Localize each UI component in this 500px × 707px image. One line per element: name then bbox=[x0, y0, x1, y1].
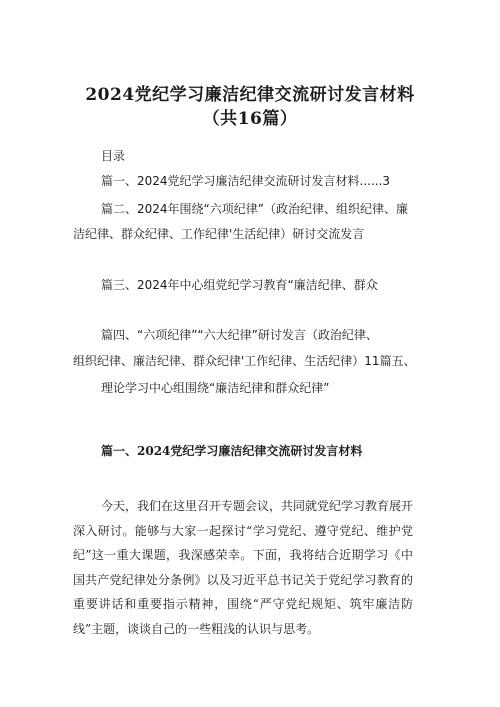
toc-heading: 目录 bbox=[101, 149, 126, 163]
toc-line[interactable]: 篇一、2024党纪学习廉洁纪律交流研讨发言材料......3 bbox=[101, 174, 391, 188]
toc-line[interactable]: 洁纪律、群众纪律、工作纪律'生活纪律）研讨交流发言 bbox=[73, 227, 365, 241]
toc-line[interactable]: 篇二、2024年围绕“六项纪律”（政治纪律、组织纪律、廉 bbox=[101, 202, 408, 216]
toc-line[interactable]: 理论学习中心组围绕“廉洁纪律和群众纪律” bbox=[101, 381, 330, 395]
toc-line[interactable]: 篇三、2024年中心组党纪学习教育“廉洁纪律、群众 bbox=[101, 278, 378, 292]
document-title: 2024党纪学习廉洁纪律交流研讨发言材料 bbox=[85, 85, 415, 105]
toc-line[interactable]: 篇四、“六项纪律”“六大纪律”研讨发言（政治纪律、 bbox=[101, 328, 378, 342]
body-paragraph: 今天，我们在这里召开专题会议，共同就党纪学习教育展开深入研讨。能够与大家一起探讨“学习党纪、遵守党纪、维护党纪”这一重大课题，我深感荣幸。下面，我将结合近期学习《中国共产党纪律处分条例》以及习近平总书记关于党纪学习教育的重要讲话和重要指示精神，围绕“严守党纪规矩、筑牢廉洁防线”主题，谈谈自己的一些粗浅的认识与思考。 bbox=[73, 499, 414, 636]
section-heading: 篇一、2024党纪学习廉洁纪律交流研讨发言材料 bbox=[101, 444, 363, 458]
toc-line[interactable]: 组织纪律、廉洁纪律、群众纪律'工作纪律、生活纪律）11篇五、 bbox=[73, 354, 416, 368]
document-subtitle: （共16篇） bbox=[202, 109, 298, 129]
